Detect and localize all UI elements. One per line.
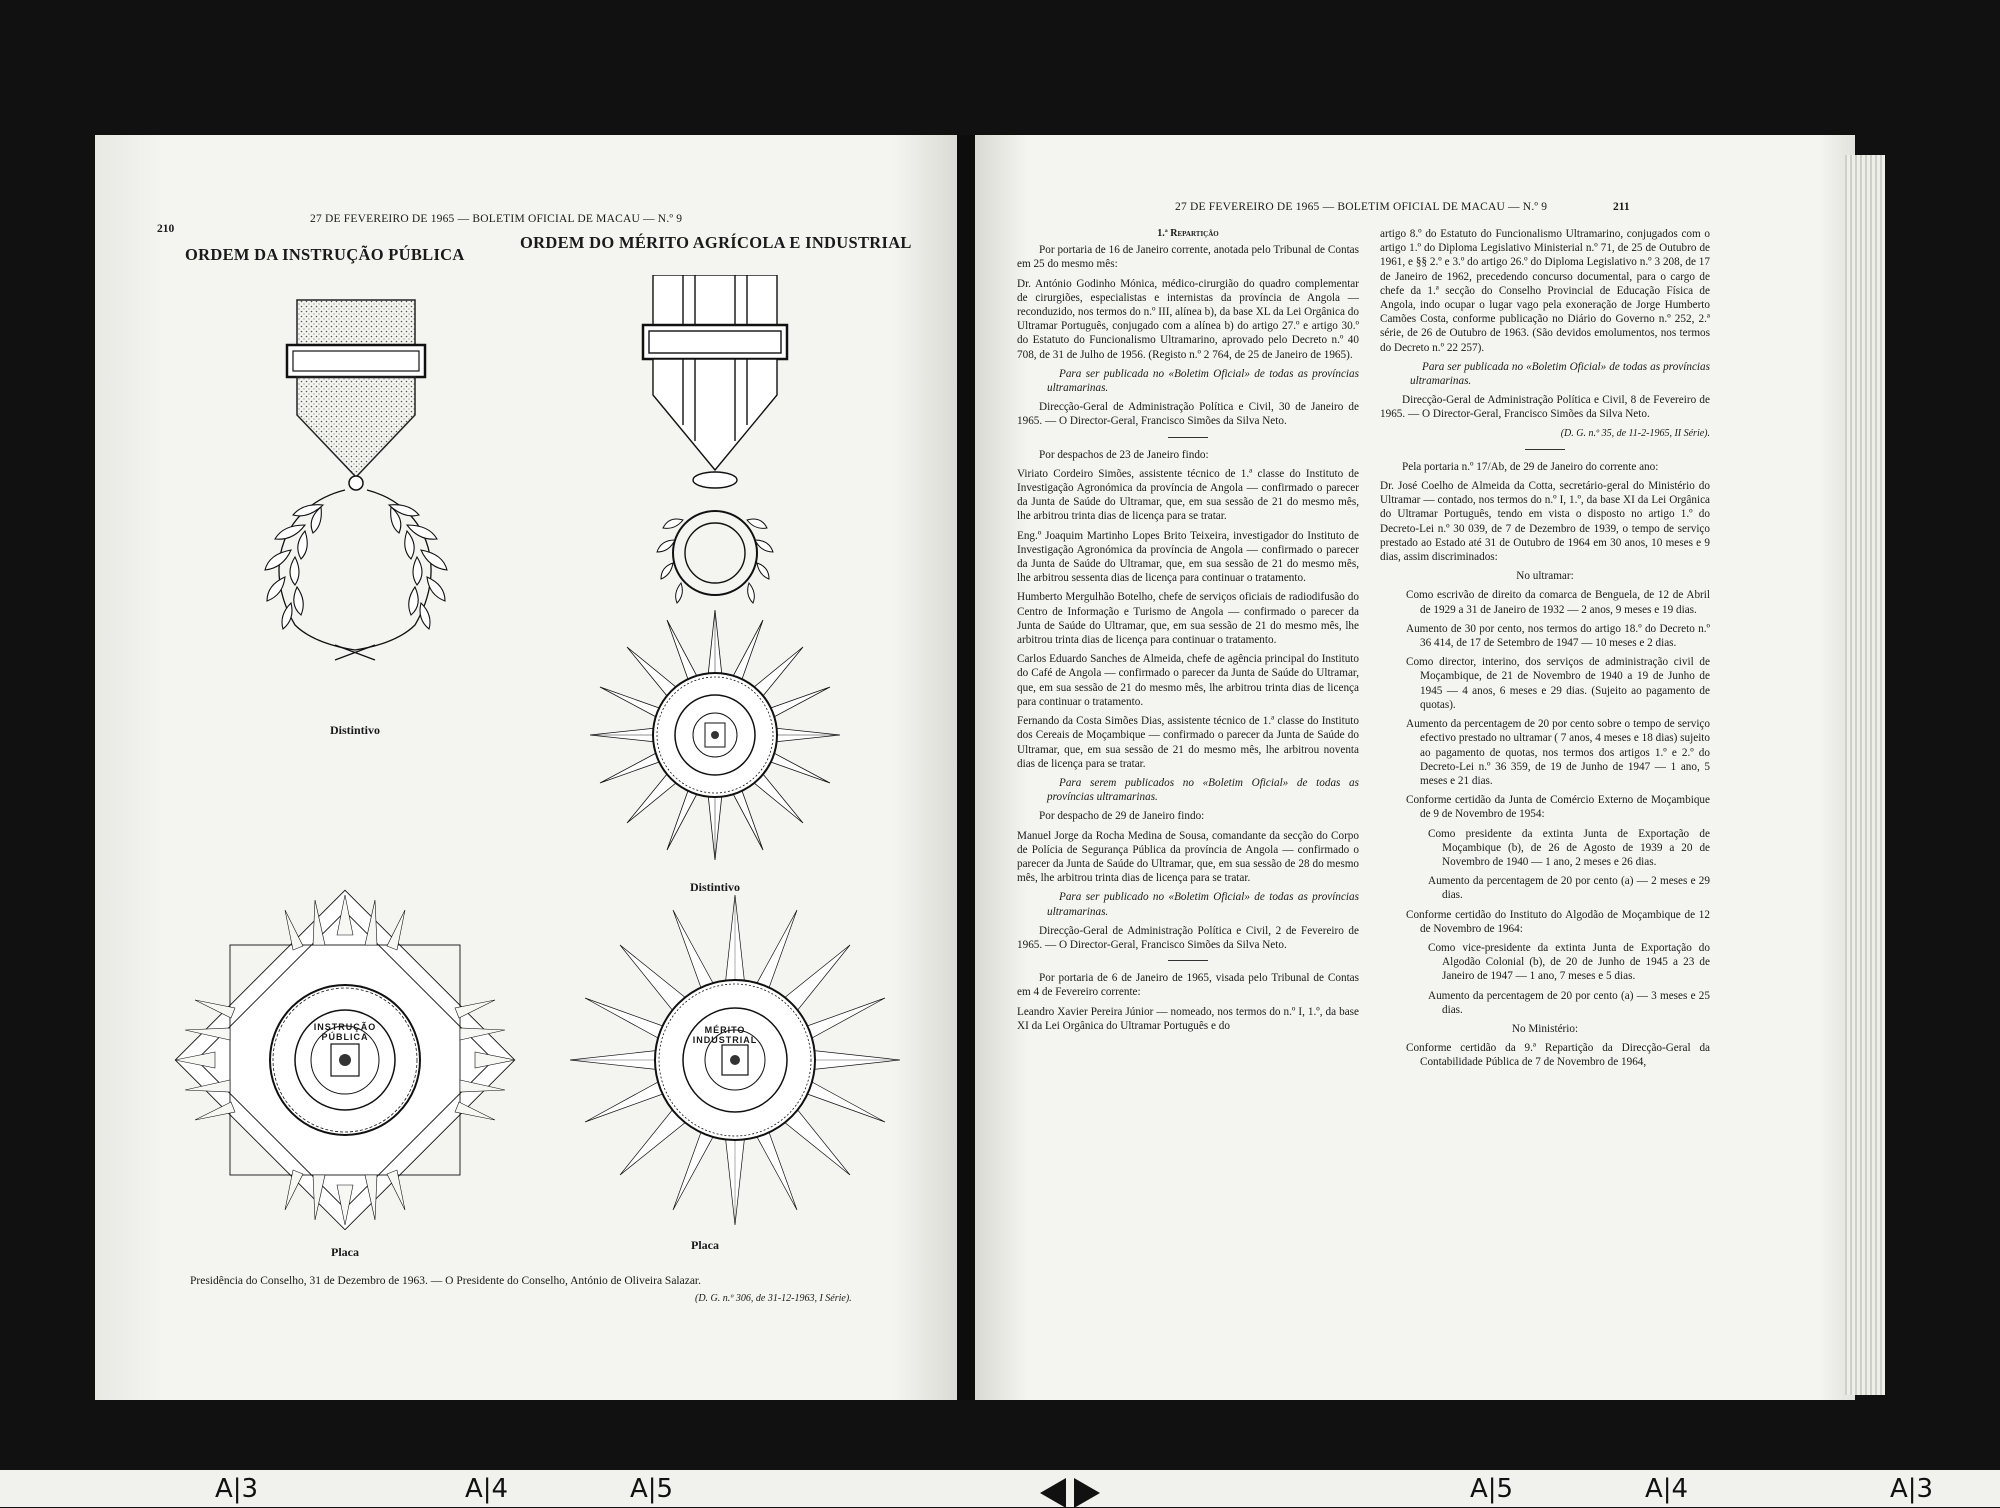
col2-item-7: Como escrivão de direito da comarca de Benguela, de 12 de Abril de 1929 a 31 de Janeiro de 1932 — 2 anos, 9 meses e 19 dias. — [1406, 589, 1710, 616]
column-2 — [1380, 227, 1710, 1075]
arrow-right-icon — [1074, 1478, 1100, 1508]
col2-paragraph-4: Pela portaria n.º 17/Ab, de 29 de Janeiro do corrente ano: — [1402, 460, 1659, 473]
col2-paragraph-5: Dr. José Coelho de Almeida da Cotta, secretário-geral do Ministério do Ultramar — contado, nos termos do n.º I, 1.º, da base XI da Lei Orgânica do Ultramar Português, tendo em vista o disposto no artigo 1.º do Decreto-Lei n.º 30 039, de 7 de Dezembro de 1939, o tempo de serviço prestado ao Estado até 31 de Outubro de 1964 em 30 anos, 10 meses e 9 dias, assim discriminados: — [1380, 480, 1710, 564]
merito-distintivo-illustration — [565, 275, 865, 875]
footer-reference: (D. G. n.º 306, de 31-12-1963, I Série). — [695, 1293, 852, 1304]
col2-publication-note: Para ser publicada no «Boletim Oficial» de todas as províncias ultramarinas. — [1410, 360, 1710, 388]
caption-placa-right: Placa — [691, 1238, 719, 1252]
col1-paragraph-12: Por despacho de 29 de Janeiro findo: — [1039, 810, 1205, 823]
col1-paragraph-7: Eng.º Joaquim Martinho Lopes Brito Teixeira, investigador do Instituto de Investigação Agronómica da província de Angola — confirmado o parecer da Junta de Saúde do Ultramar, que, em sua sessão de 21 do mesmo mês, lhe arbitrou sessenta dias de licença para continuar o tratamento. — [1017, 529, 1359, 585]
separator — [1168, 437, 1208, 438]
arrow-left-icon — [1040, 1478, 1066, 1508]
col2-item-15: Como vice-presidente da extinta Junta de Exportação do Algodão Colonial (b), de 20 de Junho de 1945 a 23 de Janeiro de 1947 — 1 ano, 7 meses e 5 dias. — [1428, 941, 1710, 983]
col2-item-14: Conforme certidão do Instituto do Algodão de Moçambique de 12 de Novembro de 1964: — [1406, 908, 1710, 935]
col2-item-11: Conforme certidão da Junta de Comércio Externo de Moçambique de 9 de Novembro de 1954: — [1406, 794, 1710, 821]
col1-paragraph-5: Por despachos de 23 de Janeiro findo: — [1039, 448, 1209, 461]
col1-signature-1: Direcção-Geral de Administração Política e Civil, 30 de Janeiro de 1965. — O Director-Geral, Francisco Simões da Silva Neto. — [1017, 401, 1359, 428]
separator — [1525, 449, 1565, 450]
col1-publication-note-3: Para ser publicado no «Boletim Oficial» de todas as províncias ultramarinas. — [1047, 891, 1359, 918]
col2-paragraph-1: artigo 8.º do Estatuto do Funcionalismo Ultramarino, conjugados com o artigo 1.º do Diploma Legislativo Ministerial n.º 71, de 25 de Outubro de 1961, e §§ 2.º e 3.º do artigo 26.º do Diploma Legislativo n.º 3 208, de 17 de Janeiro de 1962, precedendo concurso documental, para o cargo de chefe da 1.ª secção do Conselho Provincial de Educação Física de Angola, indo ocupar o lugar vago pela exoneração de Jorge Humberto Camões Costa, conforme publicação no Diário do Governo n.º 252, 2.ª série, de 26 de Outubro de 1963. (São devidos emolumentos, nos termos do Decreto n.º 22 257). — [1380, 228, 1710, 354]
column-1 — [1017, 227, 1359, 1038]
col1-paragraph-9: Carlos Eduardo Sanches de Almeida, chefe de agência principal do Instituto do Café de Angola — confirmado o parecer da Junta de Saúde do Ultramar, que, em sua sessão de 21 do mesmo mês, lhe arbitrou trinta dias de licença para continuar o tratamento. — [1017, 653, 1359, 708]
scanner-strip — [0, 1470, 2000, 1507]
col1-paragraph-2: Dr. António Godinho Mónica, médico-cirurgião do quadro complementar de cirurgiões, especialistas e internistas da província de Angola — reconduzido, nos termos do n.º III, alínea b), da base XL da Lei Orgânica do Ultramar Português, conjugado com a alínea b) do artigo 27.º e artigo 30.º do Estatuto do Funcionalismo Ultramarino, aprovado pelo Decreto n.º 40 708, de 31 de Julho de 1956. (Registo n.º 2 764, de 25 de Janeiro de 1965). — [1017, 277, 1359, 361]
col1-signature-2: Direcção-Geral de Administração Política e Civil, 2 de Fevereiro de 1965. — O Director-Geral, Francisco Simões da Silva Neto. — [1017, 924, 1359, 951]
page-number-right: 211 — [1613, 201, 1630, 213]
col2-item-10: Aumento da percentagem de 20 por cento sobre o tempo de serviço efectivo prestado no ultramar ( 7 anos, 4 meses e 18 dias) sujeito ao pagamento de quotas, nos termos dos artigos 1.º e 2.º do Decreto-Lei n.º 36 359, de 19 de Junho de 1947 — 1 ano, 5 meses e 21 dias. — [1406, 718, 1710, 787]
caption-distintivo-right: Distintivo — [689, 880, 740, 894]
col1-paragraph-16: Por portaria de 6 de Janeiro de 1965, visada pelo Tribunal de Contas em 4 de Fevereiro corrente: — [1017, 972, 1359, 999]
caption-distintivo-left: Distintivo — [329, 723, 380, 737]
medal-text-instrucao: INSTRUÇÃO PÚBLICA — [313, 1022, 377, 1042]
merito-placa-illustration — [570, 890, 900, 1230]
title-merito-agricola: ORDEM DO MÉRITO AGRÍCOLA E INDUSTRIAL — [520, 233, 912, 252]
section-heading: 1.ª Repartição — [1157, 228, 1219, 239]
col2-heading-ministerio: No Ministério: — [1511, 1022, 1579, 1035]
col1-paragraph-6: Viriato Cordeiro Simões, assistente técnico de 1.ª classe do Instituto de Investigação Agronómica da província de Angola — confirmado o parecer da Junta de Saúde do Ultramar, que, em sua sessão de 21 do mesmo mês, lhe arbitrou trinta dias de licença para se tratar. — [1017, 467, 1359, 523]
col2-signature: Direcção-Geral de Administração Política e Civil, 8 de Fevereiro de 1965. — O Director-Geral, Francisco Simões da Silva Neto. — [1380, 394, 1710, 421]
instrucao-placa-illustration — [165, 885, 525, 1230]
col1-publication-note-2: Para serem publicados no «Boletim Oficial» de todas as províncias ultramarinas. — [1047, 776, 1359, 804]
open-book — [95, 135, 1885, 1400]
col1-publication-note-1: Para ser publicada no «Boletim Oficial» de todas as províncias ultramarinas. — [1047, 367, 1359, 395]
strip-mark-3: A|5 — [630, 1474, 674, 1504]
col2-item-13: Aumento da percentagem de 20 por cento (a) — 2 meses e 29 dias. — [1428, 875, 1710, 902]
col2-item-9: Como director, interino, dos serviços de administração civil de Moçambique, de 21 de Novembro de 1940 a 19 de Junho de 1945 — 4 anos, 6 meses e 29 dias. (Sujeito ao pagamento de quotas). — [1406, 656, 1710, 711]
page-edges — [1845, 155, 1885, 1395]
strip-mark-1: A|3 — [215, 1474, 259, 1504]
strip-mark-5: A|4 — [1645, 1474, 1689, 1504]
col2-heading-ultramar: No ultramar: — [1516, 570, 1574, 583]
caption-placa-left: Placa — [331, 1245, 359, 1259]
col1-paragraph-17: Leandro Xavier Pereira Júnior — nomeado, nos termos do n.º I, 1.º, da base XI da Lei Orgânica do Ultramar Português e do — [1017, 1005, 1359, 1032]
medal-text-merito: MÉRITO INDUSTRIAL — [692, 1025, 758, 1045]
footer-signature: Presidência do Conselho, 31 de Dezembro de 1963. — O Presidente do Conselho, António de Oliveira Salazar. — [190, 1275, 702, 1287]
col1-paragraph-13: Manuel Jorge da Rocha Medina de Sousa, comandante da secção do Corpo de Polícia de Segurança Pública da província de Angola — confirmado o parecer da Junta de Saúde do Ultramar, que, em sua sessão de 28 do mesmo mês, lhe arbitrou trinta dias de licença para se tratar. — [1017, 829, 1359, 885]
left-page — [95, 135, 963, 1400]
col1-paragraph-1: Por portaria de 16 de Janeiro corrente, anotada pelo Tribunal de Contas em 25 do mesmo mês: — [1017, 244, 1359, 271]
col2-reference: (D. G. n.º 35, de 11-2-1965, II Série). — [1560, 427, 1710, 439]
col1-paragraph-8: Humberto Mergulhão Botelho, chefe de serviços oficiais de radiodifusão do Centro de Informação e Turismo de Angola — confirmado o parecer da Junta de Saúde do Ultramar, que, em sua sessão de 21 do mesmo mês, lhe arbitrou trinta dias de licença para continuar o tratamento. — [1017, 591, 1359, 647]
strip-mark-6: A|3 — [1890, 1474, 1934, 1504]
page-number-left: 210 — [157, 223, 175, 235]
col2-item-8: Aumento de 30 por cento, nos termos do artigo 18.º do Decreto n.º 36 414, de 17 de Setembro de 1947 — 10 meses e 2 dias. — [1406, 622, 1710, 650]
title-instrucao-publica: ORDEM DA INSTRUÇÃO PÚBLICA — [185, 245, 465, 264]
right-page — [975, 135, 1855, 1400]
separator — [1168, 960, 1208, 961]
strip-mark-4: A|5 — [1470, 1474, 1514, 1504]
running-header-right: 27 DE FEVEREIRO DE 1965 — BOLETIM OFICIAL DE MACAU — N.º 9 — [1175, 201, 1548, 213]
strip-mark-2: A|4 — [465, 1474, 509, 1504]
col1-paragraph-10: Fernando da Costa Simões Dias, assistente técnico de 1.ª classe do Instituto dos Cereais de Moçambique — confirmado o parecer da Junta de Saúde do Ultramar, que, em sua sessão de 21 do mesmo mês, lhe arbitrou noventa dias de licença para se tratar. — [1017, 715, 1359, 770]
col2-item-18: Conforme certidão da 9.ª Repartição da Direcção-Geral da Contabilidade Pública de 7 de Novembro de 1964, — [1406, 1042, 1710, 1069]
instrucao-distintivo-illustration — [225, 295, 485, 665]
running-header-left: 27 DE FEVEREIRO DE 1965 — BOLETIM OFICIAL DE MACAU — N.º 9 — [310, 213, 683, 225]
col2-item-12: Como presidente da extinta Junta de Exportação de Moçambique (b), de 26 de Agosto de 1939 a 20 de Novembro de 1940 — 1 ano, 2 meses e 26 dias. — [1428, 827, 1710, 868]
col2-item-16: Aumento da percentagem de 20 por cento (a) — 3 meses e 25 dias. — [1428, 989, 1710, 1016]
